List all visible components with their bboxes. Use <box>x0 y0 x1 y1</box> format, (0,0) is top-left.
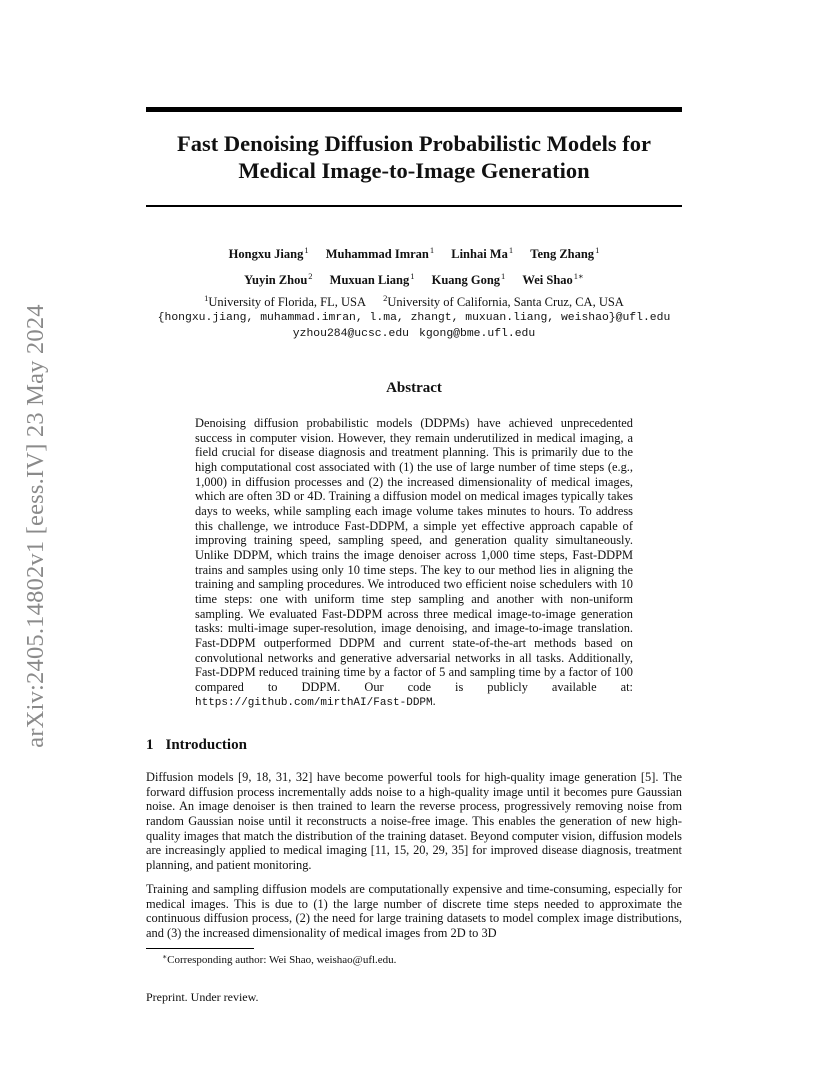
author: Hongxu Jiang$^1$ <box>228 245 309 261</box>
author: Yuyin Zhou$^2$ <box>244 271 313 287</box>
title-top-rule <box>146 107 682 112</box>
title-line-2: Medical Image-to-Image Generation <box>238 158 590 183</box>
preprint-note: Preprint. Under review. <box>146 990 259 1004</box>
abstract-heading: Abstract <box>386 380 442 396</box>
code-url[interactable]: https://github.com/mirthAI/Fast-DDPM <box>195 697 433 710</box>
footnote-rule <box>146 948 254 949</box>
email: kgong@bme.ufl.edu <box>419 328 536 340</box>
institution-line <box>130 291 698 310</box>
arxiv-identifier-stamp <box>16 276 56 776</box>
paper-title <box>146 130 682 184</box>
author: Muhammad Imran$^1$ <box>325 245 435 261</box>
abstract-text: Denoising diffusion probabilistic models (DDPMs) have achieved unprecedented success in computer vision. However, they remain underutilized in medical imaging, a field crucial for disease diagnosis and treatment planning. This is primarily due to the high computational cost associated with (1) the use of large number of time steps (e.g., 1,000) in diffusion processes and (2) the increased dimensionality of medical images, which are often 3D or 4D. Training a diffusion model on medical images typically takes days to weeks, while sampling each image volume takes minutes to hours. To address this challenge, we introduce Fast-DDPM, a simple yet effective approach capable of improving training speed, sampling speed, and generation quality simultaneously. Unlike DDPM, which trains the image denoiser across 1,000 time steps, Fast-DDPM trains and samples using only 10 time steps. The key to our method lies in aligning the training and sampling procedures. We introduced two efficient noise schedulers with 10 time steps: one with uniform time step sampling and another with non-uniform sampling. We evaluated Fast-DDPM across three medical image-to-image generation tasks: multi-image super-resolution, image denoising, and image-to-image translation. Fast-DDPM outperformed DDPM and current state-of-the-art methods based on convolutional networks and generative adversarial networks in all tasks. Additionally, Fast-DDPM reduced training time by a factor of 5 and sampling time by a factor of 100 compared to DDPM. Our code is publicly available at: https://github.com/mirthAI/Fast-DDPM. <box>195 416 633 710</box>
author: Teng Zhang$^1$ <box>530 245 600 261</box>
email: yzhou284@ucsc.edu <box>292 328 409 340</box>
author: Kuang Gong$^1$ <box>431 271 506 287</box>
intro-paragraph-1: Diffusion models [9, 18, 31, 32] have become powerful tools for high-quality image generation [5]. The forward diffusion process incrementally adds noise to a high-quality image until it becomes pure Gaussian noise. An image denoiser is then trained to learn the reverse process, progressively removing noise from random Gaussian noise until it reconstructs a noise-free image. This enables the generation of new high-quality images that match the distribution of the training dataset. Beyond computer vision, diffusion models are increasingly applied to medical imaging [11, 15, 20, 29, 35] for improved disease diagnosis, treatment planning, and patient monitoring. <box>146 770 682 872</box>
author: Linhai Ma$^1$ <box>451 245 514 261</box>
title-bottom-rule <box>146 205 682 207</box>
email-line-2 <box>130 326 698 342</box>
title-line-1: Fast Denoising Diffusion Probabilistic Models for <box>177 131 651 156</box>
footnote: ∗Corresponding author: Wei Shao, weishao@ufl.edu. <box>162 952 397 966</box>
section-title: Introduction <box>165 737 247 753</box>
affiliations <box>130 291 698 342</box>
author-list <box>146 239 682 291</box>
institution: $^1$University of Florida, FL, USA <box>204 293 367 309</box>
author: Wei Shao$^{1∗}$ <box>522 271 584 287</box>
arxiv-identifier: arXiv:2405.14802v1 [eess.IV] 23 May 2024 <box>22 304 49 748</box>
author: Muxuan Liang$^1$ <box>329 271 415 287</box>
email-line-1: {hongxu.jiang, muhammad.imran, l.ma, zhangt, muxuan.liang, weishao}@ufl.edu <box>157 312 671 324</box>
section-heading <box>146 737 247 754</box>
author-row-2 <box>146 265 682 291</box>
institution: $^2$University of California, Santa Cruz, CA, USA <box>383 293 624 309</box>
author-row-1 <box>146 239 682 265</box>
intro-paragraph-2: Training and sampling diffusion models are computationally expensive and time-consuming, especially for medical images. This is due to (1) the large number of discrete time steps needed to approximate the continuous diffusion process, (2) the need for large training datasets to model complex image distributions, and (3) the increased dimensionality of medical images from 2D to 3D <box>146 882 682 940</box>
section-number: 1 <box>146 737 154 753</box>
